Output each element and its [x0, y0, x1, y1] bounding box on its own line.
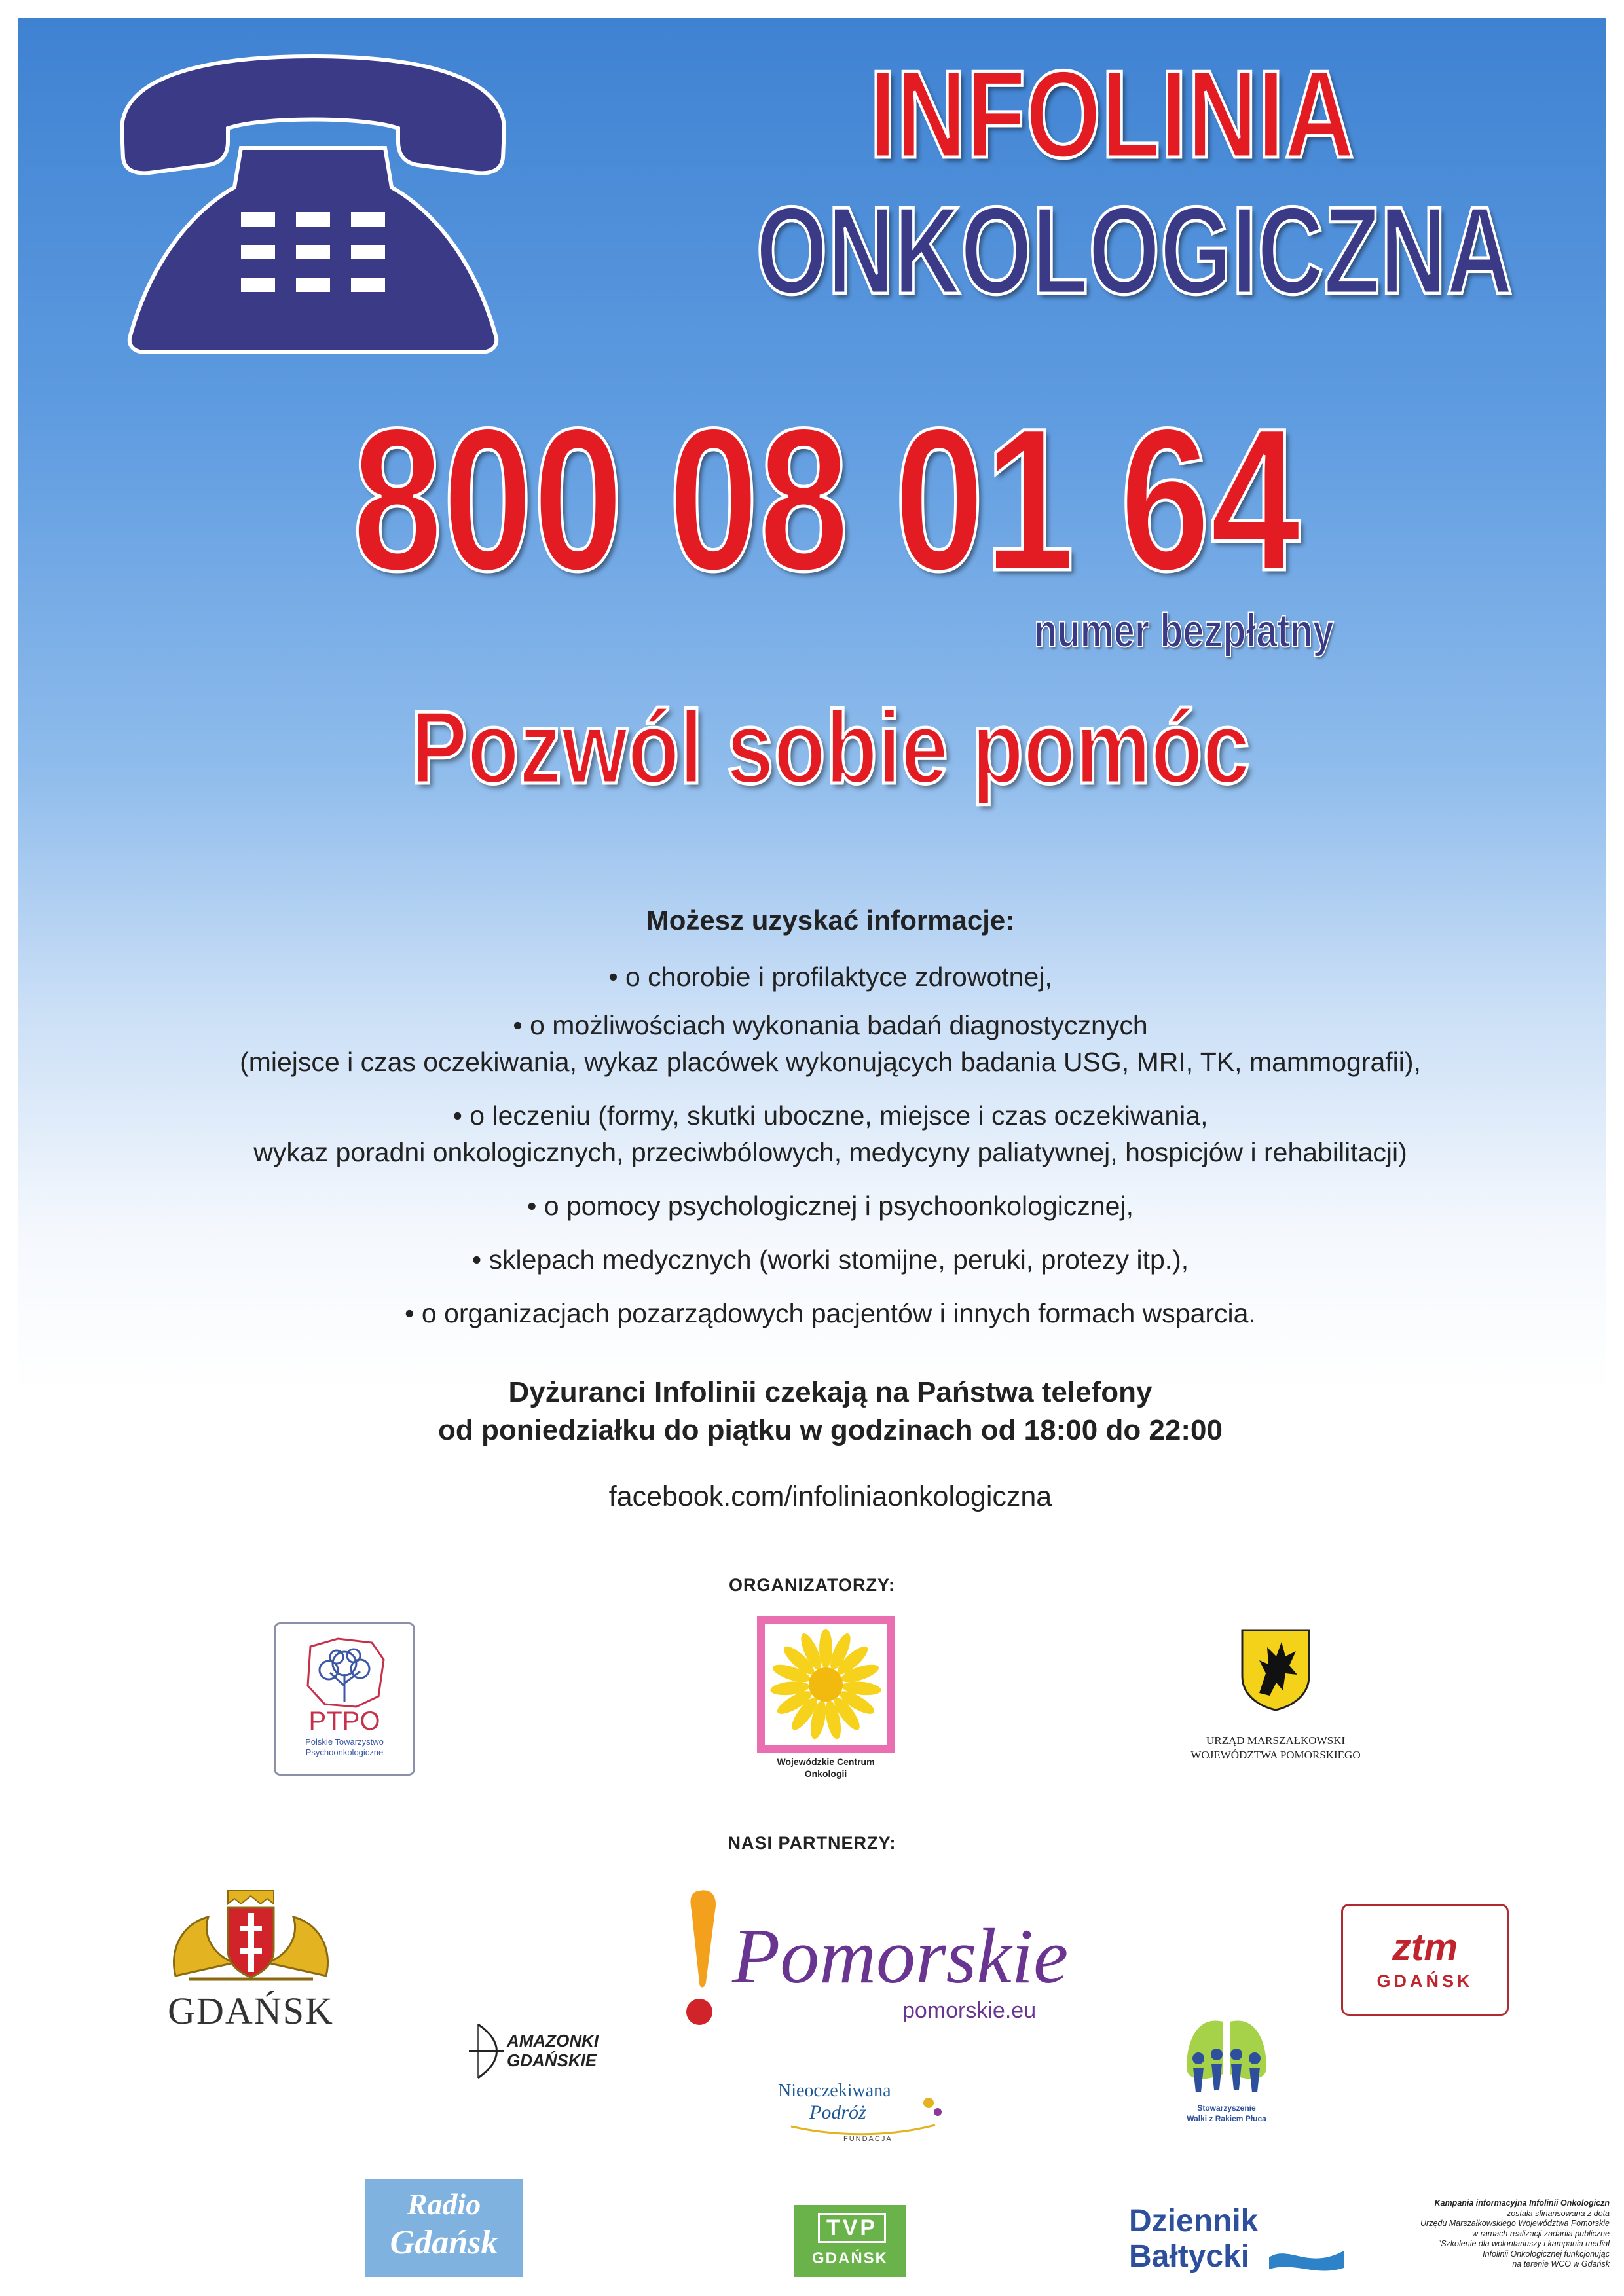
svg-text:Walki z Rakiem Płuca: Walki z Rakiem Płuca — [1187, 2114, 1266, 2123]
partners-label: NASI PARTNERZY: — [728, 1833, 896, 1853]
organizers-label: ORGANIZATORZY: — [729, 1575, 895, 1595]
ptpo-abbr: PTPO — [308, 1707, 380, 1736]
nieoczekiwana-podroz-logo[interactable] — [771, 2074, 961, 2146]
hours-text: Dyżuranci Infolinii czekają na Państwa telefony od poniedziałku do piątku w godzinach od 18:00 do 22:00 — [438, 1376, 1223, 1446]
gdansk-crest-icon[interactable] — [162, 1884, 339, 1982]
info-bullet: • o możliwościach wykonania badań diagnostycznych (miejsce i czas oczekiwania, wykaz placówek wykonujących badania USG, MRI, TK, mammografii), — [240, 1010, 1421, 1077]
gdansk-logo-text[interactable]: GDAŃSK — [168, 1990, 334, 2032]
svg-text:Bałtycki: Bałtycki — [1129, 2239, 1250, 2274]
headline-onkologiczna: ONKOLOGICZNA — [756, 181, 1513, 320]
radio-gdansk-logo[interactable]: Radio Gdańsk — [365, 2179, 523, 2277]
info-bullet: • o chorobie i profilaktyce zdrowotnej, — [608, 962, 1052, 992]
griffin-crest-icon — [1240, 1628, 1312, 1711]
headline-infolinia: INFOLINIA — [869, 45, 1355, 184]
tvp-icon: TVP — [818, 2213, 886, 2243]
swrp-logo[interactable] — [1158, 2009, 1295, 2133]
svg-text:Dziennik: Dziennik — [1129, 2204, 1259, 2238]
umwp-caption: URZĄD MARSZAŁKOWSKI WOJEWÓDZTWA POMORSKIEGO — [1190, 1734, 1361, 1761]
info-bullet: • o organizacjach pozarządowych pacjentów i innych formach wsparcia. — [405, 1298, 1256, 1328]
pomorskie-url[interactable]: pomorskie.eu — [902, 1998, 1037, 2023]
bow-icon — [469, 2024, 504, 2078]
ptpo-name: Polskie Towarzystwo Psychoonkologiczne — [305, 1737, 384, 1757]
ptpo-logo[interactable] — [274, 1622, 415, 1776]
info-bullet: • sklepach medycznych (worki stomijne, peruki, protezy itp.), — [471, 1245, 1189, 1275]
wco-caption: Wojewódzkie Centrum Onkologii — [777, 1757, 875, 1779]
amazonki-logo[interactable] — [464, 2015, 608, 2087]
tvp-gdansk-logo[interactable]: TVP GDAŃSK — [794, 2205, 906, 2277]
svg-text:FUNDACJA: FUNDACJA — [843, 2135, 893, 2143]
svg-text:Nieoczekiwana: Nieoczekiwana — [778, 2081, 891, 2101]
campaign-note: Kampania informacyjna Infolinii Onkologiczn została sfinansowana z dota Urzędu Marszałkowskiego Województwa Pomorskie w ramach realizacji zadania publiczne "Szkolenie dla wolontariuszy i kampania medial Infolinii Onkologicznej funkcjonując na terenie WCO w Gdańsk — [1420, 2198, 1610, 2269]
tree-icon — [299, 1633, 390, 1712]
info-title: Możesz uzyskać informacje: — [646, 905, 1015, 936]
dziennik-baltycki-logo[interactable] — [1125, 2198, 1348, 2277]
svg-text:Pomorskie: Pomorskie — [732, 1912, 1069, 1999]
svg-text:AMAZONKI: AMAZONKI — [507, 2031, 599, 2050]
wco-logo[interactable] — [757, 1616, 895, 1753]
svg-text:Stowarzyszenie: Stowarzyszenie — [1197, 2104, 1256, 2113]
svg-text:GDAŃSKIE: GDAŃSKIE — [507, 2050, 597, 2070]
facebook-link[interactable]: facebook.com/infoliniaonkologiczna — [608, 1481, 1052, 1512]
info-bullet: • o pomocy psychologicznej i psychoonkologicznej, — [527, 1191, 1134, 1221]
poster — [18, 18, 1610, 2278]
svg-text:Podróż: Podróż — [809, 2102, 866, 2123]
free-number-label: numer bezpłatny — [1034, 605, 1334, 657]
slogan: Pozwól sobie pomóc — [411, 690, 1250, 805]
sun-icon — [757, 1616, 895, 1753]
info-bullet: • o leczeniu (formy, skutki uboczne, miejsce i czas oczekiwania, wykaz poradni onkologicznych, przeciwbólowych, medycyny paliatywnej, hospicjów i rehabilitacji) — [253, 1101, 1407, 1167]
phone-number[interactable]: 800 08 01 64 — [352, 386, 1301, 613]
telephone-icon — [110, 50, 516, 357]
ztm-logo[interactable]: ztm GDAŃSK — [1341, 1904, 1509, 2016]
